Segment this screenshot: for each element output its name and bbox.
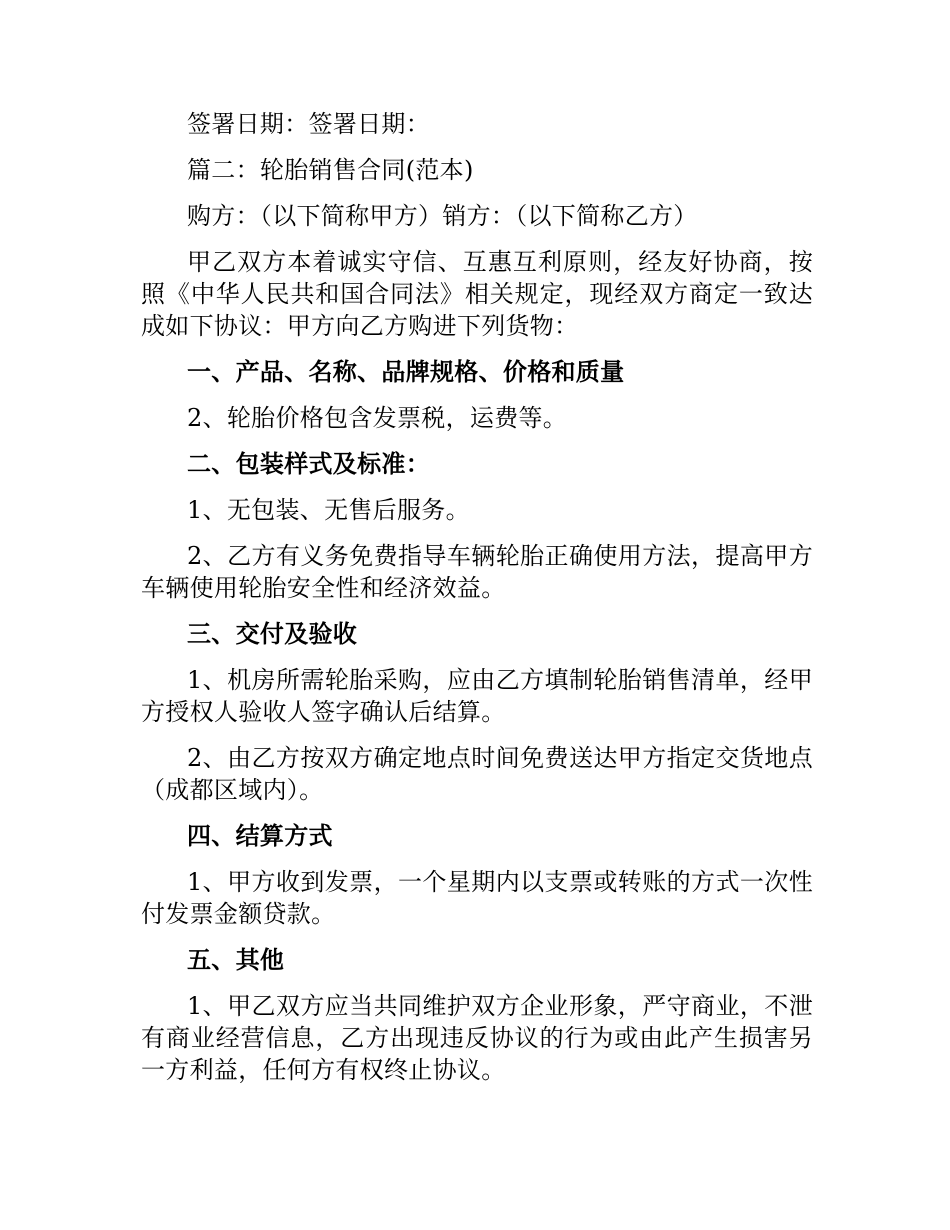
section-1-heading: 一、产品、名称、品牌规格、价格和质量 [187,358,625,386]
section-3-item-1: 1、机房所需轮胎采购，应由乙方填制轮胎销售清单，经甲方授权人验收人签字确认后结算。 [141,666,813,726]
signing-date-line: 签署日期：签署日期： [187,110,430,138]
intro-paragraph: 甲乙双方本着诚实守信、互惠互利原则，经友好协商，按照《中华人民共和国合同法》相关规定，现经双方商定一致达成如下协议：甲方向乙方购进下列货物： [141,248,813,340]
document-page [141,108,813,1086]
parties-line: 购方：（以下简称甲方）销方：（以下简称乙方） [187,202,698,230]
section-3-heading: 三、交付及验收 [187,620,358,648]
section-2-item-1: 1、无包装、无售后服务。 [187,496,470,524]
section-3-item-2: 2、由乙方按双方确定地点时间免费送达甲方指定交货地点（成都区域内）。 [141,744,813,804]
section-5-item-1: 1、甲乙双方应当共同维护双方企业形象，严守商业，不泄有商业经营信息，乙方出现违反协议的行为或由此产生损害另一方利益，任何方有权终止协议。 [141,992,813,1084]
section-4-heading: 四、结算方式 [187,822,333,850]
section-5-heading: 五、其他 [187,946,285,974]
section-2-item-2: 2、乙方有义务免费指导车辆轮胎正确使用方法，提高甲方车辆使用轮胎安全性和经济效益。 [141,542,813,602]
section-4-item-1: 1、甲方收到发票，一个星期内以支票或转账的方式一次性付发票金额贷款。 [141,868,813,928]
section-1-item-2: 2、轮胎价格包含发票税，运费等。 [187,404,568,432]
article-two-title: 篇二：轮胎销售合同(范本) [187,156,474,184]
section-2-heading: 二、包装样式及标准： [187,450,430,478]
